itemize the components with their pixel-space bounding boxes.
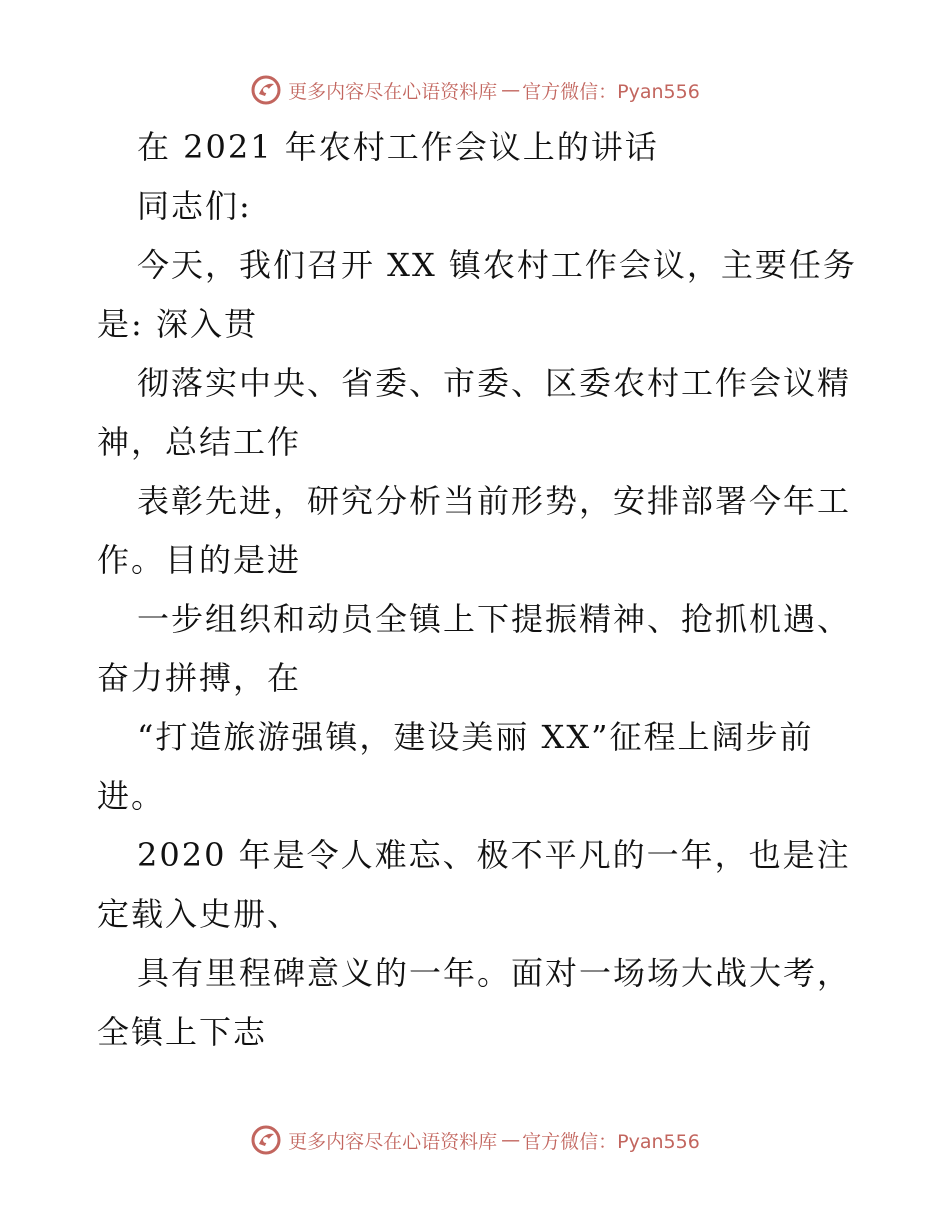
- text-line: 作。目的是进: [97, 541, 302, 579]
- brand-logo-icon: [250, 74, 282, 106]
- text-line: 具有里程碑意义的一年。面对一场场大战大考，: [137, 954, 852, 992]
- text-line: 在 2021 年农村工作会议上的讲话: [137, 128, 659, 166]
- watermark-contact: 官方微信：Pyan556: [522, 80, 700, 103]
- text-line: 同志们:: [137, 187, 252, 225]
- text-line: 神，总结工作: [97, 423, 302, 461]
- header-watermark: [0, 70, 950, 110]
- text-line: 今天，我们召开 XX 镇农村工作会议，主要任务: [137, 246, 857, 284]
- text-line: 奋力拼搏，在: [97, 659, 302, 697]
- watermark-brand: 更多内容尽在心语资料库: [288, 80, 498, 103]
- document-body: [97, 118, 857, 1062]
- text-line: “打造旅游强镇，建设美丽 XX”征程上阔步前: [137, 718, 814, 756]
- watermark-contact: 官方微信：Pyan556: [522, 1130, 700, 1153]
- watermark-brand: 更多内容尽在心语资料库: [288, 1130, 498, 1153]
- watermark-separator: —: [501, 1129, 519, 1151]
- text-line: 是: 深入贯: [97, 305, 258, 343]
- text-line: 表彰先进，研究分析当前形势，安排部署今年工: [137, 482, 852, 520]
- footer-watermark: [0, 1120, 950, 1160]
- text-line: 定载入史册、: [97, 895, 302, 933]
- text-line: 进。: [97, 777, 166, 815]
- text-line: 2020 年是令人难忘、极不平凡的一年，也是注: [137, 836, 851, 874]
- watermark-separator: —: [501, 79, 519, 101]
- text-line: 彻落实中央、省委、市委、区委农村工作会议精: [137, 364, 852, 402]
- brand-logo-icon: [250, 1124, 282, 1156]
- text-line: 一步组织和动员全镇上下提振精神、抢抓机遇、: [137, 600, 852, 638]
- text-line: 全镇上下志: [97, 1013, 268, 1051]
